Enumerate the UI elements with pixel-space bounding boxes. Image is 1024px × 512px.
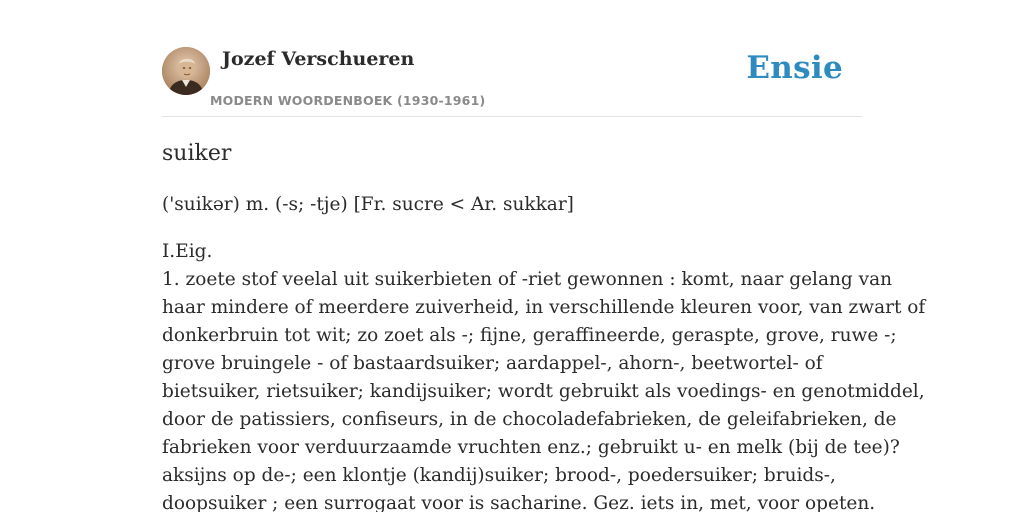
- dictionary-entry: [162, 138, 926, 512]
- definition-line: grove bruingele - of bastaardsuiker; aardappel-, ahorn-, beetwortel- of: [162, 353, 823, 374]
- author-name[interactable]: Jozef Verschueren: [222, 48, 415, 70]
- definition-line: haar mindere of meerdere zuiverheid, in verschillende kleuren voor, van zwart of: [162, 297, 926, 318]
- entry-pronunciation: ('suikər) m. (-s; -tje) [Fr. sucre < Ar. sukkar]: [162, 194, 574, 215]
- author-avatar[interactable]: [162, 47, 210, 95]
- definition-line: donkerbruin tot wit; zo zoet als -; fijne, geraffineerde, geraspte, grove, ruwe -;: [162, 325, 897, 346]
- sense-heading: I.Eig.: [162, 241, 213, 262]
- ensie-logo[interactable]: Ensie: [746, 50, 843, 86]
- entry-title: suiker: [162, 141, 232, 166]
- entry-header: [162, 46, 862, 117]
- source-dictionary[interactable]: MODERN WOORDENBOEK (1930-1961): [210, 93, 486, 108]
- author-portrait-icon: [162, 47, 210, 95]
- entry-definition: [162, 238, 926, 512]
- definition-line: aksijns op de-; een klontje (kandij)suiker; brood-, poedersuiker; bruids-,: [162, 465, 836, 486]
- definition-line: fabrieken voor verduurzaamde vruchten enz.; gebruikt u- en melk (bij de tee)?: [162, 437, 900, 458]
- definition-line: doopsuiker ; een surrogaat voor is sacharine. Gez. iets in, met, voor opeten.: [162, 493, 876, 512]
- definition-line: 1. zoete stof veelal uit suikerbieten of -riet gewonnen : komt, naar gelang van: [162, 269, 893, 290]
- definition-line: door de patissiers, confiseurs, in de chocoladefabrieken, de geleifabrieken, de: [162, 409, 897, 430]
- definition-line: bietsuiker, rietsuiker; kandijsuiker; wordt gebruikt als voedings- en genotmiddel,: [162, 381, 925, 402]
